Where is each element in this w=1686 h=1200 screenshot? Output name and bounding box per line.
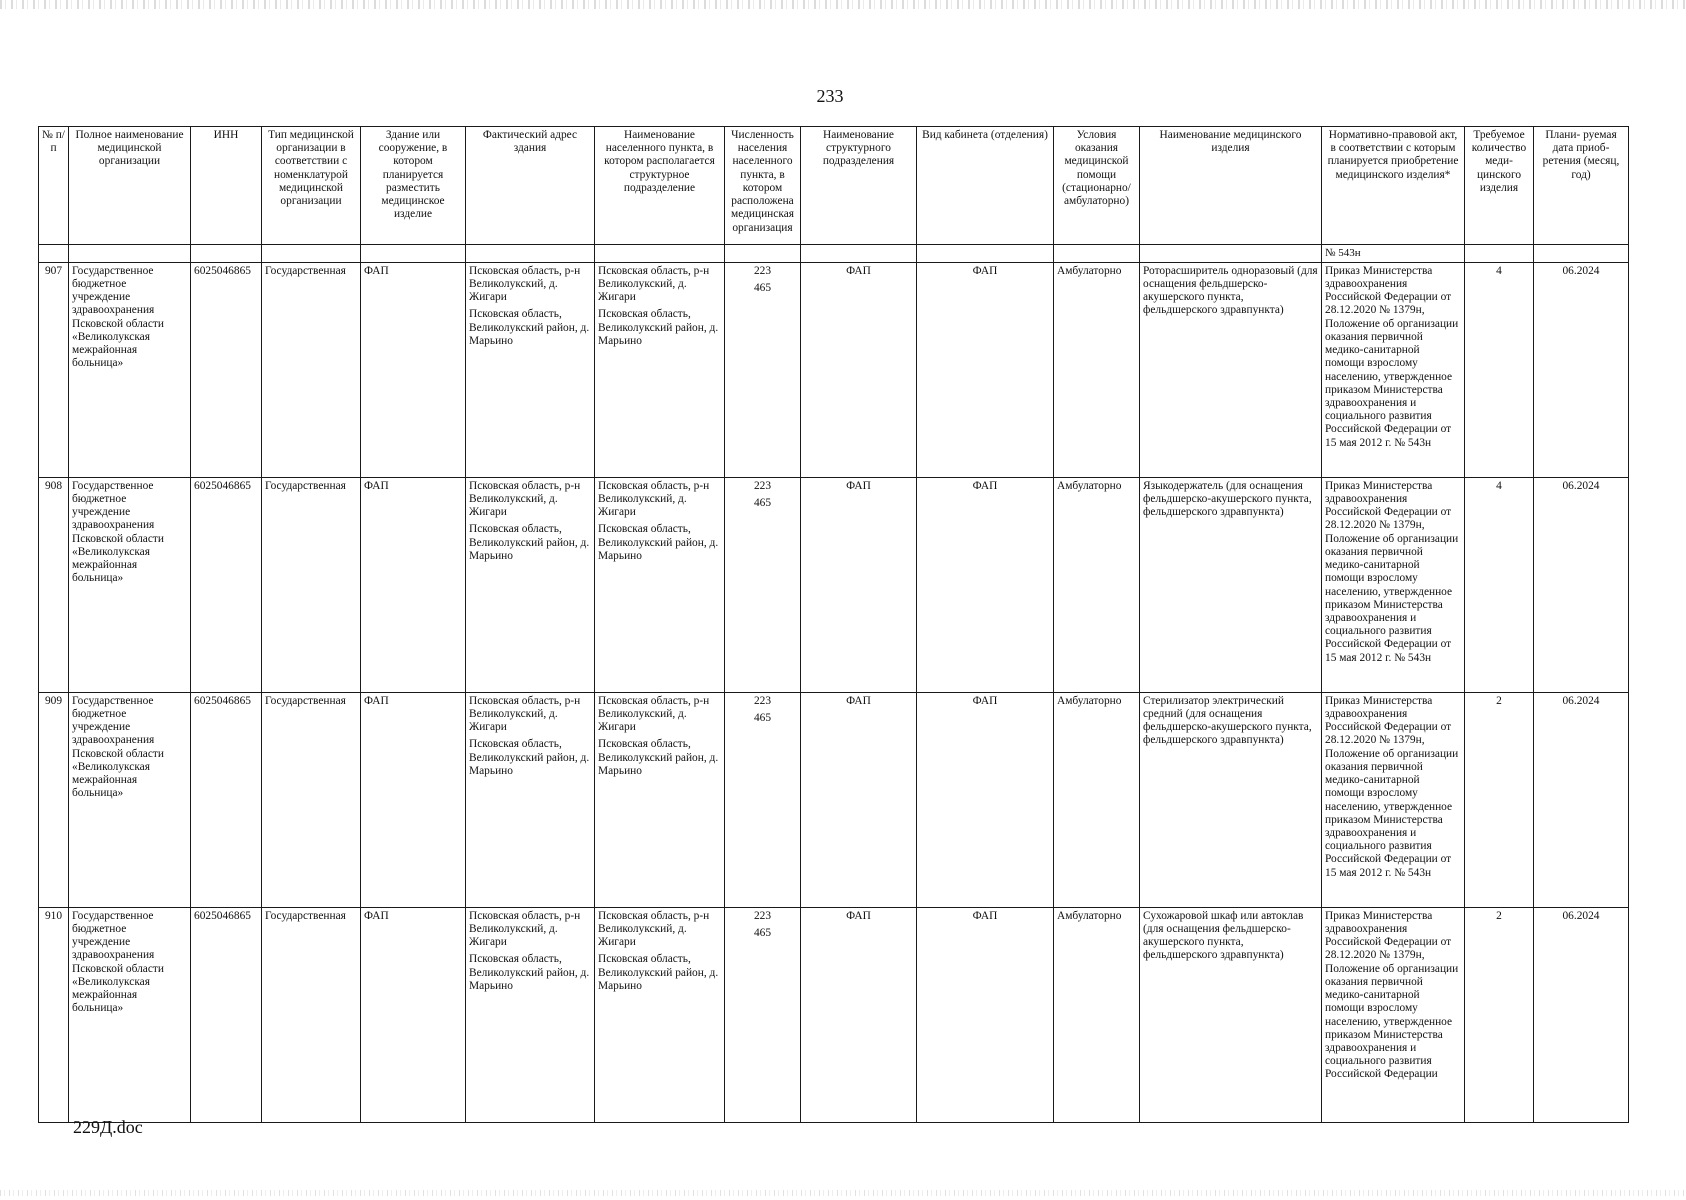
care-conditions: Амбулаторно xyxy=(1054,692,1140,907)
population xyxy=(725,907,801,1122)
org-type: Государственная xyxy=(262,692,361,907)
settlement-line-2: Псковская область, Великолукский район, д. Марьино xyxy=(598,738,719,777)
org-type: Государственная xyxy=(262,262,361,477)
structural-unit: ФАП xyxy=(801,692,917,907)
table-row xyxy=(39,907,1629,1122)
population-2: 465 xyxy=(753,281,772,294)
org-type: Государственная xyxy=(262,477,361,692)
footer-filename: 229Д.doc xyxy=(73,1117,143,1137)
inn: 6025046865 xyxy=(191,692,262,907)
row-number: 909 xyxy=(39,692,69,907)
cabinet-type: ФАП xyxy=(917,907,1054,1122)
header-device: Наименование медицинского изделия xyxy=(1140,127,1322,245)
cabinet-type: ФАП xyxy=(917,262,1054,477)
header-quantity: Требуемое количество меди- цинского изделия xyxy=(1465,127,1534,245)
settlement-line-1: Псковская область, р-н Великолукский, д. Жигари xyxy=(598,909,710,949)
carryover-row xyxy=(39,245,1629,263)
structural-unit: ФАП xyxy=(801,477,917,692)
legal-act: Приказ Министерства здравоохранения Российской Федерации от 28.12.2020 № 1379н, Положение об организации оказания первичной медико-санитарной помощи взрослому населению, утвержденное приказом Министерства здравоохранения и социального развития Российской Федерации от 15 мая 2012 г. № 543н xyxy=(1322,477,1465,692)
settlement xyxy=(595,907,725,1122)
row-number: 907 xyxy=(39,262,69,477)
table-row xyxy=(39,477,1629,692)
inn: 6025046865 xyxy=(191,262,262,477)
population xyxy=(725,692,801,907)
legal-act: Приказ Министерства здравоохранения Российской Федерации от 28.12.2020 № 1379н, Положение об организации оказания первичной медико-санитарной помощи взрослому населению, утвержденное приказом Министерства здравоохранения и социального развития Российской Федерации от 15 мая 2012 г. № 543н xyxy=(1322,692,1465,907)
page-number: 233 xyxy=(816,86,844,106)
population xyxy=(725,262,801,477)
org-name: Государственное бюджетное учреждение здравоохранения Псковской области «Великолукская межрайонная больница» xyxy=(69,907,191,1122)
population-1: 223 xyxy=(753,909,772,922)
population-2: 465 xyxy=(753,496,772,509)
building: ФАП xyxy=(361,692,466,907)
inn: 6025046865 xyxy=(191,477,262,692)
header-address: Фактический адрес здания xyxy=(466,127,595,245)
org-name: Государственное бюджетное учреждение здравоохранения Псковской области «Великолукская межрайонная больница» xyxy=(69,692,191,907)
purchase-date: 06.2024 xyxy=(1534,907,1629,1122)
population-1: 223 xyxy=(753,264,772,277)
device-name: Сухожаровой шкаф или автоклав (для оснащения фельдшерско-акушерского пункта, фельдшерского здравпункта) xyxy=(1140,907,1322,1122)
table-body xyxy=(39,245,1629,1123)
quantity: 2 xyxy=(1465,692,1534,907)
settlement xyxy=(595,262,725,477)
settlement-line-2: Псковская область, Великолукский район, д. Марьино xyxy=(598,953,719,992)
header-conditions: Условия оказания медицинской помощи (стационарно/ амбулаторно) xyxy=(1054,127,1140,245)
address xyxy=(466,262,595,477)
population-1: 223 xyxy=(753,479,772,492)
population xyxy=(725,477,801,692)
address-line-1: Псковская область, р-н Великолукский, д. Жигари xyxy=(469,479,581,519)
quantity: 4 xyxy=(1465,477,1534,692)
address-line-2: Псковская область, Великолукский район, д. Марьино xyxy=(469,953,590,992)
settlement xyxy=(595,692,725,907)
settlement-line-1: Псковская область, р-н Великолукский, д. Жигари xyxy=(598,694,710,734)
purchase-date: 06.2024 xyxy=(1534,262,1629,477)
table-header xyxy=(39,127,1629,245)
address-line-1: Псковская область, р-н Великолукский, д. Жигари xyxy=(469,909,581,949)
header-org-type: Тип медицинской организации в соответствии с номенклатурой медицинской организации xyxy=(262,127,361,245)
header-inn: ИНН xyxy=(191,127,262,245)
table-row xyxy=(39,692,1629,907)
address-line-1: Псковская область, р-н Великолукский, д. Жигари xyxy=(469,694,581,734)
care-conditions: Амбулаторно xyxy=(1054,907,1140,1122)
quantity: 2 xyxy=(1465,907,1534,1122)
device-name: Стерилизатор электрический средний (для оснащения фельдшерско-акушерского пункта, фельдшерского здравпункта) xyxy=(1140,692,1322,907)
header-settlement: Наименование населенного пункта, в котором располагается структурное подразделение xyxy=(595,127,725,245)
population-1: 223 xyxy=(753,694,772,707)
structural-unit: ФАП xyxy=(801,907,917,1122)
row-number: 908 xyxy=(39,477,69,692)
settlement-line-1: Псковская область, р-н Великолукский, д. Жигари xyxy=(598,479,710,519)
org-type: Государственная xyxy=(262,907,361,1122)
address-line-2: Псковская область, Великолукский район, д. Марьино xyxy=(469,523,590,562)
header-legal-act: Нормативно-правовой акт, в соответствии с которым планируется приобретение медицинского изделия* xyxy=(1322,127,1465,245)
address-line-1: Псковская область, р-н Великолукский, д. Жигари xyxy=(469,264,581,304)
device-name: Роторасширитель одноразовый (для оснащения фельдшерско-акушерского пункта, фельдшерского здравпункта) xyxy=(1140,262,1322,477)
address-line-2: Псковская область, Великолукский район, д. Марьино xyxy=(469,308,590,347)
settlement-line-1: Псковская область, р-н Великолукский, д. Жигари xyxy=(598,264,710,304)
population-2: 465 xyxy=(753,926,772,939)
org-name: Государственное бюджетное учреждение здравоохранения Псковской области «Великолукская межрайонная больница» xyxy=(69,262,191,477)
address-line-2: Псковская область, Великолукский район, д. Марьино xyxy=(469,738,590,777)
org-name: Государственное бюджетное учреждение здравоохранения Псковской области «Великолукская межрайонная больница» xyxy=(69,477,191,692)
address xyxy=(466,477,595,692)
scan-noise-bottom xyxy=(0,1190,1686,1196)
purchase-date: 06.2024 xyxy=(1534,477,1629,692)
row-number: 910 xyxy=(39,907,69,1122)
header-org-name: Полное наименование медицинской организации xyxy=(69,127,191,245)
settlement-line-2: Псковская область, Великолукский район, д. Марьино xyxy=(598,523,719,562)
header-date: Плани- руемая дата приоб- ретения (месяц, год) xyxy=(1534,127,1629,245)
cabinet-type: ФАП xyxy=(917,477,1054,692)
registry-table xyxy=(38,126,1629,1123)
header-unit: Наименование структурного подразделения xyxy=(801,127,917,245)
population-2: 465 xyxy=(753,711,772,724)
legal-act: Приказ Министерства здравоохранения Российской Федерации от 28.12.2020 № 1379н, Положение об организации оказания первичной медико-санитарной помощи взрослому населению, утвержденное приказом Министерства здравоохранения и социального развития Российской Федерации от 15 мая 2012 г. № 543н xyxy=(1322,262,1465,477)
legal-act: Приказ Министерства здравоохранения Российской Федерации от 28.12.2020 № 1379н, Положение об организации оказания первичной медико-санитарной помощи взрослому населению, утвержденное приказом Министерства здравоохранения и социального развития Российской Федерации xyxy=(1322,907,1465,1122)
address xyxy=(466,907,595,1122)
header-cabinet: Вид кабинета (отделения) xyxy=(917,127,1054,245)
building: ФАП xyxy=(361,262,466,477)
table-row xyxy=(39,262,1629,477)
address xyxy=(466,692,595,907)
inn: 6025046865 xyxy=(191,907,262,1122)
building: ФАП xyxy=(361,477,466,692)
settlement xyxy=(595,477,725,692)
care-conditions: Амбулаторно xyxy=(1054,262,1140,477)
settlement-line-2: Псковская область, Великолукский район, д. Марьино xyxy=(598,308,719,347)
quantity: 4 xyxy=(1465,262,1534,477)
header-population: Численность населения населенного пункта, в котором расположена медицинская организация xyxy=(725,127,801,245)
structural-unit: ФАП xyxy=(801,262,917,477)
building: ФАП xyxy=(361,907,466,1122)
purchase-date: 06.2024 xyxy=(1534,692,1629,907)
scan-noise-top xyxy=(0,0,1686,9)
header-row xyxy=(39,127,1629,245)
carryover-act-text: № 543н xyxy=(1322,245,1465,263)
cabinet-type: ФАП xyxy=(917,692,1054,907)
care-conditions: Амбулаторно xyxy=(1054,477,1140,692)
header-building: Здание или сооружение, в котором планируется разместить медицинское изделие xyxy=(361,127,466,245)
device-name: Языкодержатель (для оснащения фельдшерско-акушерского пункта, фельдшерского здравпункта) xyxy=(1140,477,1322,692)
header-number: № п/п xyxy=(39,127,69,245)
